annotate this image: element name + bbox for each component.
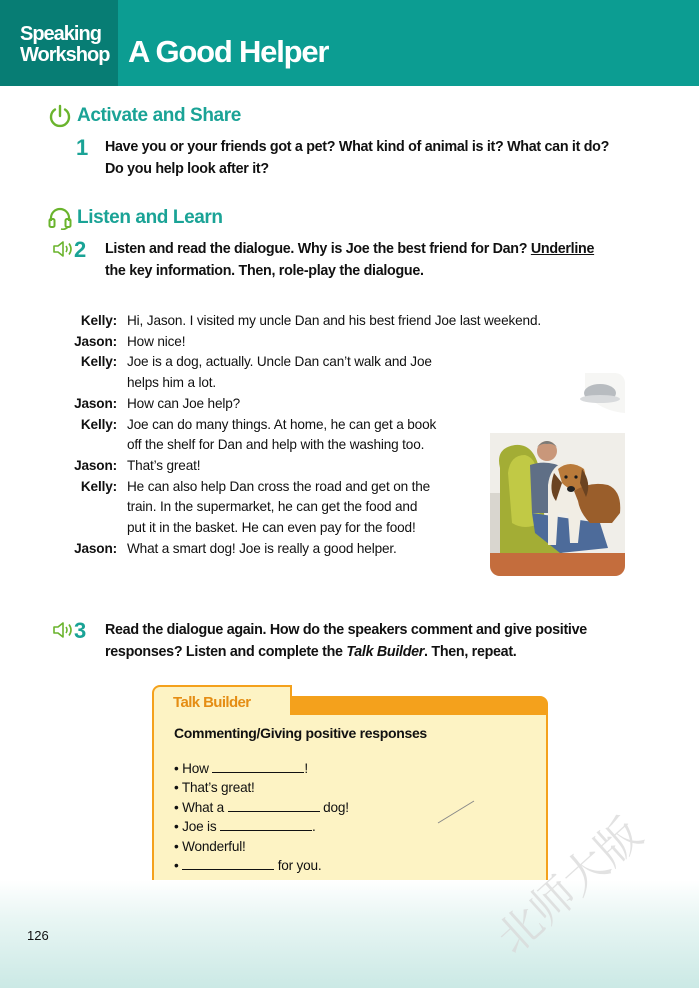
utterance: Hi, Jason. I visited my uncle Dan and his best friend Joe last weekend. xyxy=(127,313,541,328)
fill-in-blank[interactable] xyxy=(182,857,274,870)
fill-in-blank[interactable] xyxy=(220,818,312,831)
utterance: What a smart dog! Joe is really a good helper. xyxy=(127,540,397,556)
utterance: put it in the basket. He can even pay for the food! xyxy=(127,520,416,536)
speaker-name: Jason: xyxy=(74,395,117,411)
question-line: Read the dialogue again. How do the speakers comment and give positive xyxy=(105,622,587,638)
speaker-name xyxy=(60,497,117,518)
question-text xyxy=(105,238,594,282)
talk-builder-item xyxy=(174,817,349,836)
utterance: Joe is a dog, actually. Uncle Dan can’t walk and Joe xyxy=(127,354,432,370)
item-text: for you. xyxy=(274,858,322,874)
page-number: 126 xyxy=(27,928,49,943)
talk-builder-subtitle: Commenting/Giving positive responses xyxy=(174,725,427,741)
speaker-name xyxy=(60,518,117,539)
publisher-watermark xyxy=(476,760,696,980)
question-line xyxy=(105,641,587,663)
talk-builder-strip xyxy=(290,696,548,717)
fill-in-blank[interactable] xyxy=(228,799,320,812)
question-line: Do you help look after it? xyxy=(105,161,269,177)
speaker-name xyxy=(60,435,117,456)
power-icon xyxy=(47,103,73,129)
speaker-name: Jason: xyxy=(74,333,117,349)
audio-speaker-icon[interactable] xyxy=(52,621,74,639)
talk-builder-item xyxy=(174,837,349,856)
fill-in-blank[interactable] xyxy=(212,760,304,773)
speaker-name: Kelly: xyxy=(80,354,117,370)
item-text: • That’s great! xyxy=(174,780,255,796)
pencil-stroke-icon xyxy=(436,799,476,825)
question-line xyxy=(105,238,594,260)
section-tag xyxy=(0,0,118,86)
question-text xyxy=(105,136,609,180)
section-title: Listen and Learn xyxy=(77,207,223,228)
question-line: the key information. Then, role-play the dialogue. xyxy=(105,263,424,279)
speaker-name: Kelly: xyxy=(80,313,117,328)
watermark-text: 北师大版 xyxy=(487,808,653,965)
speaker-name: Jason: xyxy=(74,457,117,473)
item-text: • Joe is xyxy=(174,819,221,835)
question-number: 2 xyxy=(74,237,87,262)
question-number: 3 xyxy=(74,618,87,643)
question-line-part: responses? Listen and complete the xyxy=(105,644,347,660)
section-tag-line2: Workshop xyxy=(20,44,110,66)
speaker-name: Jason: xyxy=(74,540,117,556)
talk-builder-item xyxy=(174,759,349,778)
section-listen-learn xyxy=(47,205,223,231)
question-line: Have you or your friends got a pet? What kind of animal is it? What can it do? xyxy=(105,139,610,155)
question-line-part: . Then, repeat. xyxy=(424,644,517,660)
section-tag-line1: Speaking xyxy=(20,23,101,45)
question-line-part: Listen and read the dialogue. Why is Joe the best friend for Dan? xyxy=(105,241,531,257)
dialogue-line xyxy=(60,332,600,353)
item-text: . xyxy=(312,819,316,835)
item-text: • Wonderful! xyxy=(174,838,246,854)
section-title: Activate and Share xyxy=(77,105,241,126)
question-number: 1 xyxy=(76,135,89,160)
man-with-dog-photo xyxy=(490,373,625,576)
talk-builder-title: Talk Builder xyxy=(173,694,251,711)
item-text: ! xyxy=(304,761,308,776)
item-text: • What a xyxy=(174,799,228,815)
utterance: How nice! xyxy=(127,333,186,349)
talk-builder-item xyxy=(174,778,349,797)
section-activate-share xyxy=(47,103,241,129)
speaker-name: Kelly: xyxy=(80,416,117,432)
talk-builder-item xyxy=(174,856,349,875)
talk-builder-list xyxy=(174,759,349,875)
item-text: dog! xyxy=(319,799,349,815)
talk-builder-item xyxy=(174,798,349,817)
dialogue-line xyxy=(60,352,600,373)
utterance: Joe can do many things. At home, he can get a book xyxy=(127,416,437,432)
page-title: A Good Helper xyxy=(128,34,329,69)
utterance: helps him a lot. xyxy=(127,375,217,391)
utterance: How can Joe help? xyxy=(127,395,241,411)
item-text: • How xyxy=(174,761,213,776)
item-text: • xyxy=(174,858,183,874)
talk-builder-reference: Talk Builder xyxy=(346,644,425,660)
utterance: That’s great! xyxy=(127,457,201,473)
question-text xyxy=(105,619,587,663)
headphones-icon xyxy=(47,205,73,231)
page-header xyxy=(0,0,699,86)
audio-speaker-icon[interactable] xyxy=(52,240,74,258)
speaker-name xyxy=(60,373,117,394)
utterance: off the shelf for Dan and help with the washing too. xyxy=(127,437,425,453)
utterance: He can also help Dan cross the road and get on the xyxy=(127,478,431,494)
underlined-word: Underline xyxy=(530,241,595,257)
speaker-name: Kelly: xyxy=(80,478,117,494)
utterance: train. In the supermarket, he can get the food and xyxy=(127,499,418,515)
dialogue-line xyxy=(60,311,600,332)
